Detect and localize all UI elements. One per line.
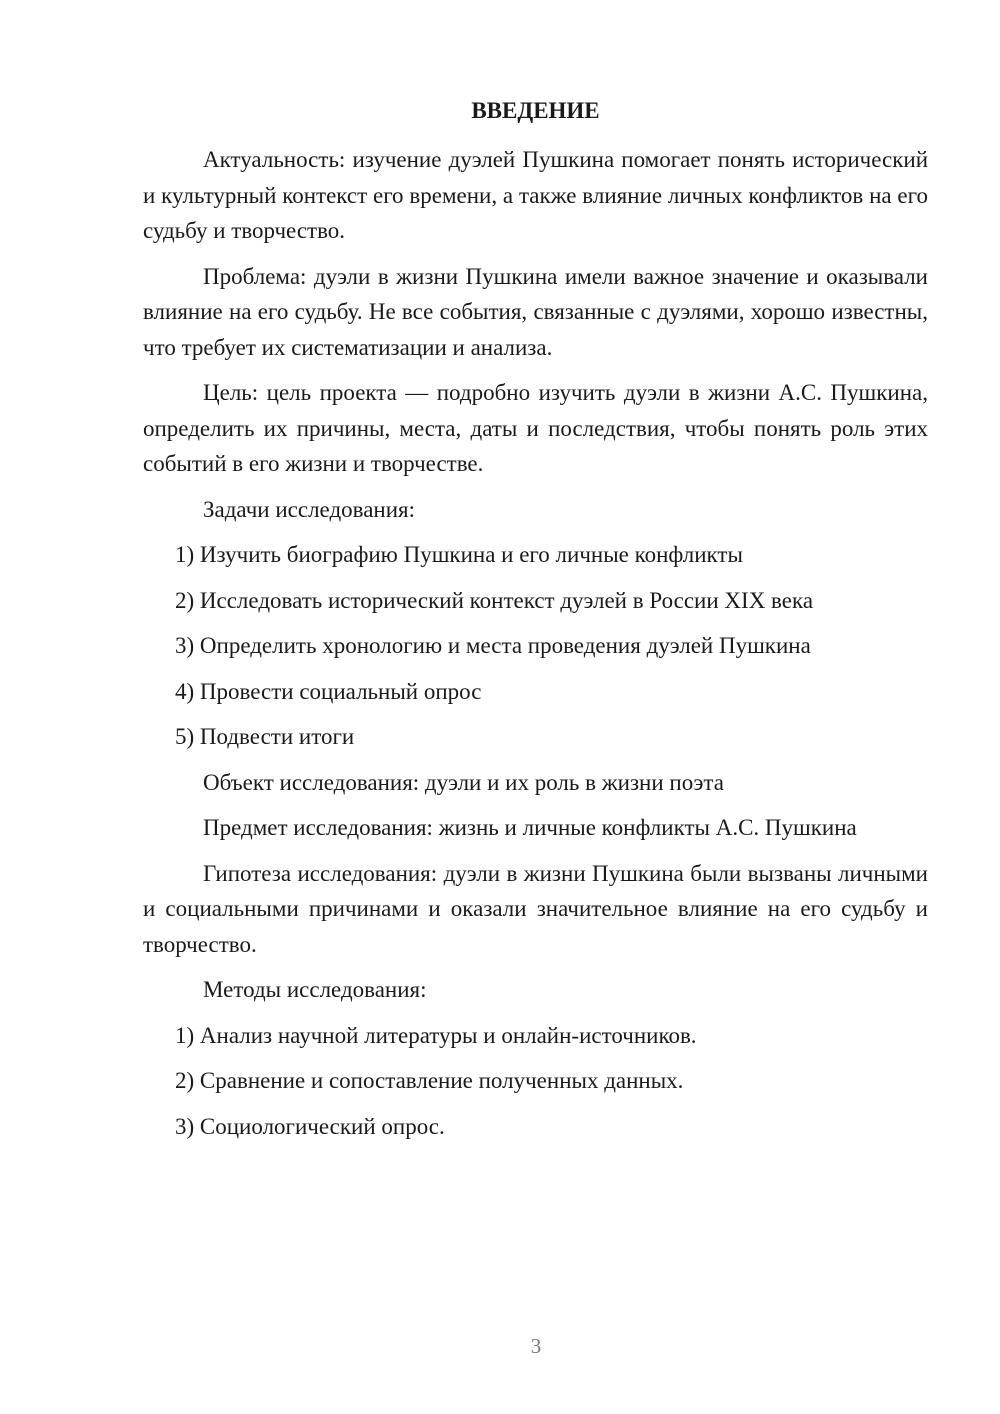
- task-item: 5) Подвести итоги: [175, 724, 355, 749]
- goal-paragraph: Цель: цель проекта — подробно изучить дуэли в жизни А.С. Пушкина, определить их причины, места, даты и последствия, чтобы понять роль этих событий в его жизни и творчестве.: [143, 380, 928, 476]
- method-item: 1) Анализ научной литературы и онлайн-источников.: [175, 1022, 697, 1048]
- task-item: 4) Провести социальный опрос: [175, 678, 482, 704]
- page-content: [143, 96, 928, 1154]
- object-paragraph: Объект исследования: дуэли и их роль в жизни поэта: [203, 769, 724, 795]
- problem-paragraph: Проблема: дуэли в жизни Пушкина имели важное значение и оказывали влияние на его судьбу. Не все события, связанные с дуэлями, хорошо известны, что требует их систематизации и анализа.: [143, 263, 928, 360]
- tasks-heading: Задачи исследования:: [203, 496, 416, 522]
- task-item: 1) Изучить биографию Пушкина и его личные конфликты: [175, 542, 743, 567]
- task-item: 3) Определить хронологию и места проведения дуэлей Пушкина: [175, 633, 811, 658]
- methods-heading: Методы исследования:: [203, 977, 427, 1002]
- subject-paragraph: Предмет исследования: жизнь и личные конфликты А.С. Пушкина: [203, 815, 857, 840]
- task-item: 2) Исследовать исторический контекст дуэлей в России XIX века: [175, 587, 814, 613]
- section-title: ВВЕДЕНИЕ: [471, 98, 600, 123]
- relevance-paragraph: Актуальность: изучение дуэлей Пушкина помогает понять исторический и культурный контекст его времени, а также влияние личных конфликтов на его судьбу и творчество.: [143, 147, 928, 243]
- hypothesis-paragraph: Гипотеза исследования: дуэли в жизни Пушкина были вызваны личными и социальными причинами и оказали значительное влияние на его судьбу и творчество.: [143, 860, 928, 957]
- page-number: 3: [530, 1334, 542, 1358]
- method-item: 3) Социологический опрос.: [175, 1113, 445, 1139]
- method-item: 2) Сравнение и сопоставление полученных данных.: [175, 1068, 684, 1093]
